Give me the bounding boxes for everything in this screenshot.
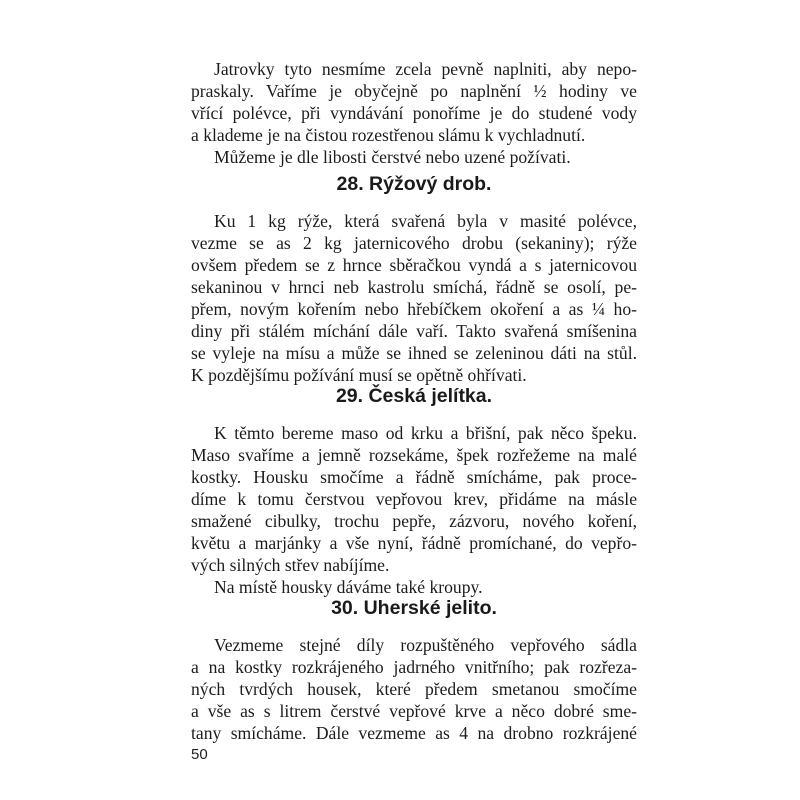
text-line: Můžeme je dle libosti čerstvé nebo uzené požívati. (214, 147, 571, 167)
text-line: Jatrovky tyto nesmíme zcela pevně naplniti, aby nepo- (214, 59, 637, 79)
text-line: smažené cibulky, trochu pepře, zázvoru, nového koření, (191, 511, 637, 531)
text-line: přem, novým kořením nebo hřebíčkem okoření a as ¼ ho- (191, 299, 637, 319)
text-line: díme k tomu čerstvou vepřovou krev, přidáme na másle (191, 489, 637, 509)
recipe-28-heading: 28. Rýžový drob. (336, 173, 492, 195)
text-line: Vezmeme stejné díly rozpuštěného vepřového sádla (214, 635, 637, 655)
recipe-30-heading: 30. Uherské jelito. (331, 597, 497, 619)
text-line: praskaly. Vaříme je obyčejně po naplnění ½ hodiny ve (191, 81, 637, 101)
text-line: ovšem předem se z hrnce sběračkou vyndá a s jaternicovou (191, 255, 637, 275)
text-line: K těmto bereme maso od krku a břišní, pak něco špeku. (214, 423, 637, 443)
recipe-28-paragraph (191, 210, 637, 386)
text-line: vřící polévce, při vyndávání ponoříme je do studené vody (191, 103, 637, 123)
page-number: 50 (191, 746, 208, 763)
text-line: sekaninou v hrnci neb kastrolu smíchá, řádně se osolí, pe- (191, 277, 637, 297)
text-line: a na kostky rozkrájeného jadrného vnitřního; pak rozřeza- (191, 657, 637, 677)
text-line: Na místě housky dáváme také kroupy. (214, 577, 483, 597)
text-line: tany smícháme. Dále vezmeme as 4 na drobno rozkrájené (191, 723, 637, 743)
text-line: Maso svaříme a jemně rozsekáme, špek rozřežeme na malé (191, 445, 637, 465)
intro-paragraph (191, 58, 637, 168)
text-line: vezme se as 2 kg jaternicového drobu (sekaniny); rýže (191, 233, 637, 253)
text-line: Ku 1 kg rýže, která svařená byla v masité polévce, (214, 211, 637, 231)
recipe-29-heading: 29. Česká jelítka. (335, 385, 493, 407)
text-line: K pozdějšímu požívání musí se opětně ohřívati. (191, 365, 527, 385)
text-line: květu a marjánky a vše nyní, řádně promíchané, do vepřo- (191, 533, 637, 553)
text-line: diny při stálém míchání dále vaří. Takto svařená smíšenina (191, 321, 637, 341)
text-line: vých silných střev nabíjíme. (191, 555, 390, 575)
recipe-29-paragraph (191, 422, 637, 598)
text-line: ných tvrdých housek, které předem smetanou smočíme (191, 679, 637, 699)
text-line: a vše as s litrem čerstvé vepřové krve a něco dobré sme- (191, 701, 637, 721)
recipe-30-paragraph (191, 634, 637, 744)
text-line: se vyleje na mísu a může se ihned se zeleninou dáti na stůl. (191, 343, 637, 363)
text-line: a klademe je na čistou rozestřenou slámu k vychladnutí. (191, 125, 586, 145)
text-line: kostky. Housku smočíme a řádně smícháme, pak proce- (191, 467, 637, 487)
